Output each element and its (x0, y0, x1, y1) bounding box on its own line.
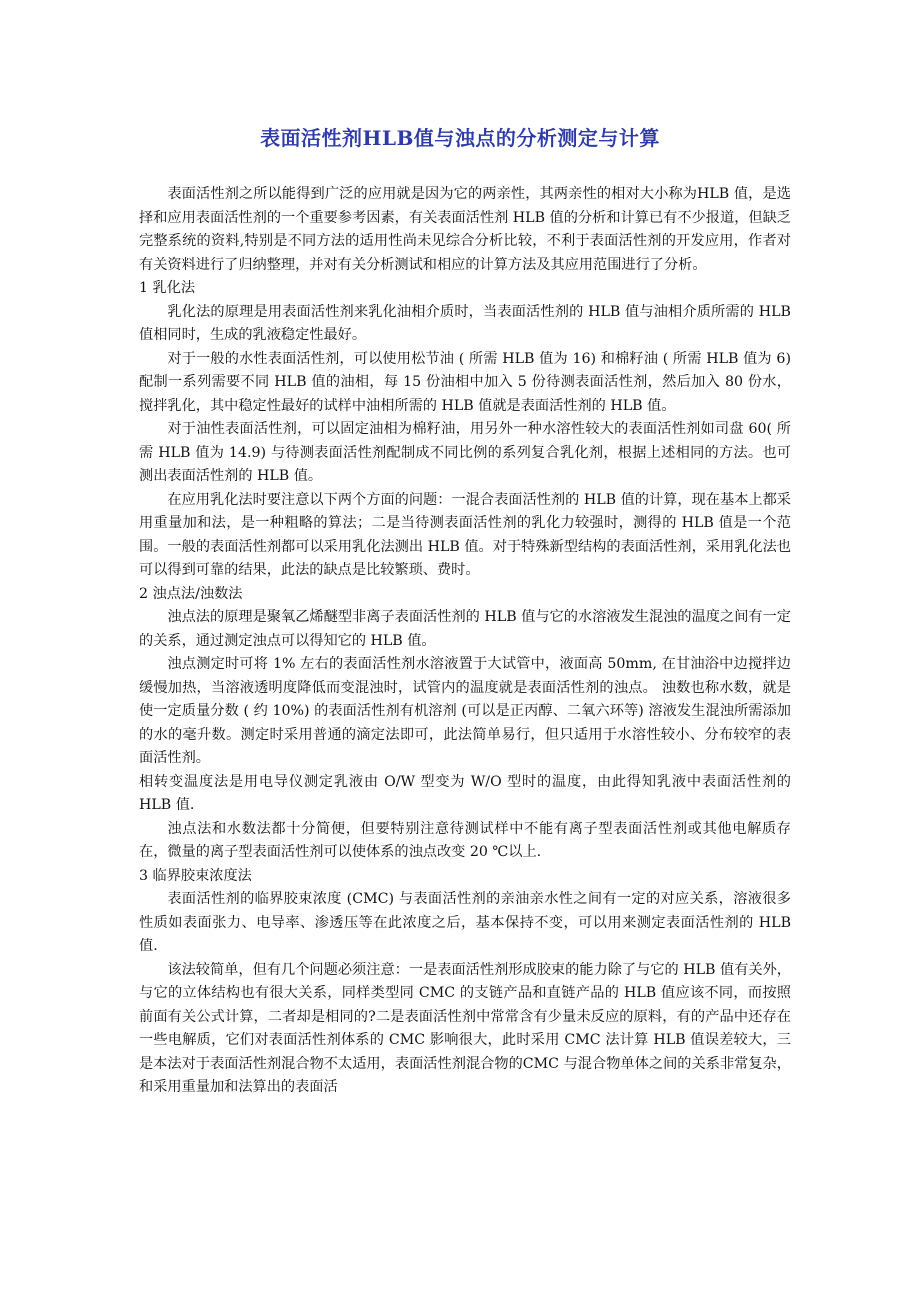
paragraph: 相转变温度法是用电导仪测定乳液由 O/W 型变为 W/O 型时的温度，由此得知乳液中表面活性剂的 HLB 值. (139, 773, 791, 813)
paragraph: 在应用乳化法时要注意以下两个方面的问题：一混合表面活性剂的 HLB 值的计算，现在基本上都采用重量加和法，是一种粗略的算法；二是当待测表面活性剂的乳化力较强时，测得的 HLB 值是一个范围。一般的表面活性剂都可以采用乳化法测出 HLB 值。对于特殊新型结构的表面活性剂，采用乳化法也可以得到可靠的结果，此法的缺点是比较繁琐、费时。 (139, 491, 791, 578)
paragraph: 乳化法的原理是用表面活性剂来乳化油相介质时，当表面活性剂的 HLB 值与油相介质所需的 HLB 值相同时，生成的乳液稳定性最好。 (139, 303, 791, 343)
section-heading: 3 临界胶束浓度法 (139, 867, 252, 884)
paragraph: 浊点法和水数法都十分简便，但要特别注意待测试样中不能有离子型表面活性剂或其他电解质存在，微量的离子型表面活性剂可以使体系的浊点改变 20 ℃以上. (139, 820, 791, 860)
paragraph: 浊点测定时可将 1% 左右的表面活性剂水溶液置于大试管中，液面高 50mm, 在甘油浴中边搅拌边缓慢加热，当溶液透明度降低而变混浊时，试管内的温度就是表面活性剂的浊点。 浊数也称水数，就是使一定质量分数 ( 约 10%) 的表面活性剂有机溶剂 (可以是正丙醇、二氧六环等) 溶液发生混浊所需添加的水的毫升数。测定时采用普通的滴定法即可，此法简单易行，但只适用于水溶性较小、分布较窄的表面活性剂。 (139, 656, 791, 766)
document-body (139, 183, 791, 1100)
section-heading: 2 浊点法/浊数法 (139, 585, 243, 602)
paragraph: 表面活性剂的临界胶束浓度 (CMC) 与表面活性剂的亲油亲水性之间有一定的对应关系，溶液很多性质如表面张力、电导率、渗透压等在此浓度之后，基本保持不变，可以用来测定表面活性剂的 HLB 值. (139, 891, 791, 954)
document-title: 表面活性剂HLB值与浊点的分析测定与计算 (260, 126, 660, 150)
section-heading: 1 乳化法 (139, 280, 196, 296)
paragraph: 对于油性表面活性剂，可以固定油相为棉籽油，用另外一种水溶性较大的表面活性剂如司盘 60( 所需 HLB 值为 14.9) 与待测表面活性剂配制成不同比例的系列复合乳化剂，根据上述相同的方法。也可测出表面活性剂的 HLB 值。 (139, 421, 791, 484)
paragraph: 表面活性剂之所以能得到广泛的应用就是因为它的两亲性，其两亲性的相对大小称为HLB 值，是选择和应用表面活性剂的一个重要参考因素，有关表面活性剂 HLB 值的分析和计算已有不少报道，但缺乏完整系统的资料,特别是不同方法的适用性尚未见综合分析比较，不利于表面活性剂的开发应用，作者对有关资料进行了归纳整理，并对有关分析测试和相应的计算方法及其应用范围进行了分析。 (139, 186, 791, 273)
paragraph: 对于一般的水性表面活性剂，可以使用松节油 ( 所需 HLB 值为 16) 和棉籽油 ( 所需 HLB 值为 6) 配制一系列需要不同 HLB 值的油相，每 15 份油相中加入 5 份待测表面活性剂，然后加入 80 份水，搅拌乳化，其中稳定性最好的试样中油相所需的 HLB 值就是表面活性剂的 HLB 值。 (139, 350, 791, 414)
paragraph: 浊点法的原理是聚氧乙烯醚型非离子表面活性剂的 HLB 值与它的水溶液发生混浊的温度之间有一定的关系，通过测定浊点可以得知它的 HLB 值。 (139, 609, 791, 649)
paragraph: 该法较简单，但有几个问题必须注意：一是表面活性剂形成胶束的能力除了与它的 HLB 值有关外，与它的立体结构也有很大关系，同样类型同 CMC 的支链产品和直链产品的 HLB 值应该不同，而按照前面有关公式计算，二者却是相同的?二是表面活性剂中常常含有少量未反应的原料，有的产品中还存在一些电解质，它们对表面活性剂体系的 CMC 影响很大，此时采用 CMC 法计算 HLB 值误差较大，三是本法对于表面活性剂混合物不太适用，表面活性剂混合物的CMC 与混合物单体之间的关系非常复杂，和采用重量加和法算出的表面活 (139, 961, 791, 1095)
